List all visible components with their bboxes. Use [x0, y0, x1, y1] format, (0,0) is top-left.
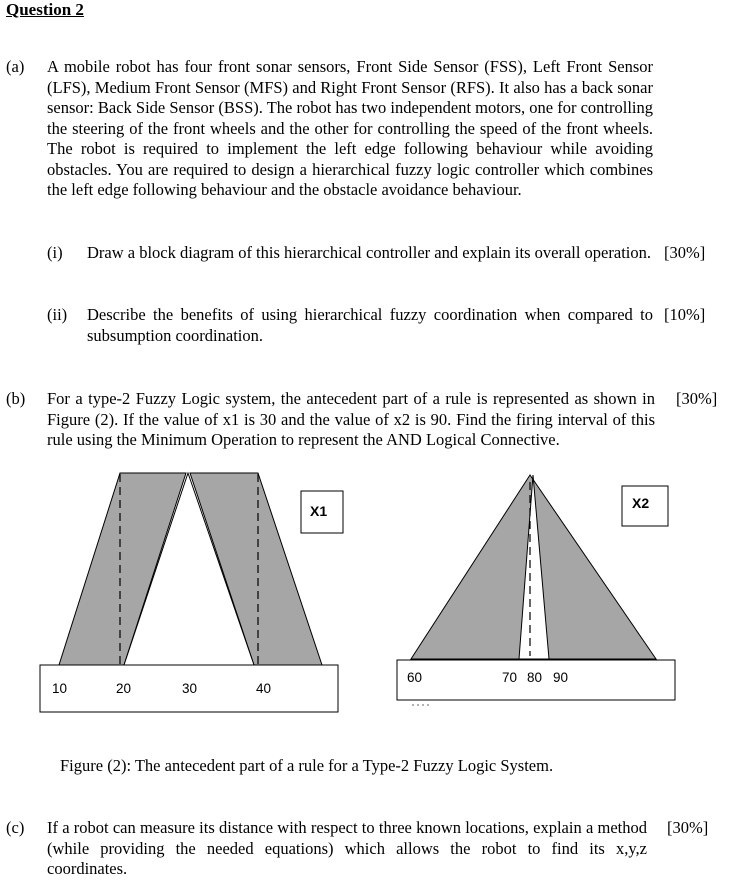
- x2-tick-70: 70: [502, 670, 518, 685]
- x2-tick-60: 60: [407, 670, 423, 685]
- x2-tick-80: 80: [527, 670, 543, 685]
- part-a-text: A mobile robot has four front sonar sensors, Front Side Sensor (FSS), Left Front Sensor (LFS), Medium Front Sensor (MFS) and Right Front Sensor (RFS). It also has a back sonar sensor: Back Side Sensor (BSS). The robot has two independent motors, one for controlling the steering of the front wheels and the other for controlling the speed of the front wheels. The robot is required to implement the left edge following behaviour while avoiding obstacles. You are required to design a hierarchical fuzzy logic controller which combines the left edge following behaviour and the obstacle avoidance behaviour.: [47, 57, 653, 199]
- x2-tick-90: 90: [553, 670, 569, 685]
- part-a-label: (a): [6, 57, 25, 76]
- x2-label: X2: [632, 495, 650, 511]
- part-b-label: (b): [6, 389, 26, 408]
- x1-tick-10: 10: [52, 681, 68, 696]
- x1-label: X1: [310, 503, 328, 519]
- figure-caption: Figure (2): The antecedent part of a rule for a Type-2 Fuzzy Logic System.: [60, 756, 554, 775]
- part-c-marks: [30%]: [667, 818, 709, 837]
- part-a-ii-label: (ii): [47, 305, 68, 324]
- part-a-i-text: Draw a block diagram of this hierarchical controller and explain its overall operation.: [87, 243, 651, 262]
- x1-tick-40: 40: [256, 681, 272, 696]
- part-c-text: If a robot can measure its distance with respect to three known locations, explain a method (while providing the needed equations) which allows the robot to find its x,y,z coordinates.: [47, 818, 647, 878]
- part-a-ii-text: Describe the benefits of using hierarchical fuzzy coordination when compared to subsumption coordination.: [87, 305, 653, 345]
- type2-fuzzy-figure: [0, 460, 732, 760]
- x1-membership-fou: [59, 473, 322, 665]
- part-a-i-marks: [30%]: [664, 243, 706, 262]
- x1-tick-30: 30: [182, 681, 198, 696]
- part-a-i-label: (i): [47, 243, 63, 262]
- x1-tick-20: 20: [116, 681, 132, 696]
- part-b-text: For a type-2 Fuzzy Logic system, the antecedent part of a rule is represented as shown in Figure (2). If the value of x1 is 30 and the value of x2 is 90. Find the firing interval of this rule using the Minimum Operation to represent the AND Logical Connective.: [47, 389, 655, 449]
- part-c-label: (c): [6, 818, 25, 837]
- part-b-marks: [30%]: [676, 389, 718, 408]
- part-a-ii-marks: [10%]: [664, 305, 706, 324]
- question-heading: Question 2: [6, 0, 84, 19]
- x2-membership-fou: [411, 475, 656, 659]
